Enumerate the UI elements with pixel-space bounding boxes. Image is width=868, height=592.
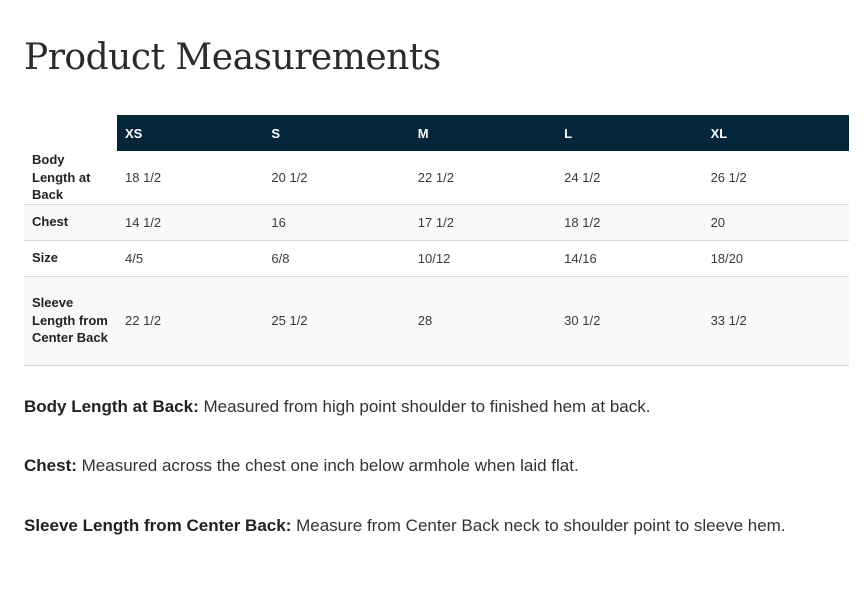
table-cell: 14 1/2 — [117, 204, 263, 240]
column-header-xs: XS — [117, 115, 263, 151]
note-sleeve-length — [24, 513, 824, 539]
table-cell: 18 1/2 — [556, 204, 702, 240]
page-title: Product Measurements — [24, 37, 441, 78]
row-label: Chest — [24, 204, 117, 240]
note-body-length — [24, 394, 824, 420]
note-term: Body Length at Back: — [24, 397, 199, 416]
table-cell: 33 1/2 — [703, 276, 849, 365]
table-cell: 14/16 — [556, 240, 702, 276]
table-cell: 17 1/2 — [410, 204, 556, 240]
table-row — [24, 151, 849, 204]
note-text: Measured across the chest one inch below armhole when laid flat. — [76, 456, 579, 475]
column-header-m: M — [410, 115, 556, 151]
measurements-table — [24, 115, 849, 366]
table-cell: 20 1/2 — [263, 151, 409, 204]
table-cell: 30 1/2 — [556, 276, 702, 365]
table-cell: 22 1/2 — [117, 276, 263, 365]
table-cell: 26 1/2 — [703, 151, 849, 204]
column-header-s: S — [263, 115, 409, 151]
column-header-l: L — [556, 115, 702, 151]
table-corner-cell — [24, 115, 117, 151]
table-row — [24, 204, 849, 240]
table-cell: 6/8 — [263, 240, 409, 276]
table-row — [24, 240, 849, 276]
note-text: Measured from high point shoulder to finished hem at back. — [198, 397, 651, 416]
row-label: Sleeve Length from Center Back — [24, 276, 117, 365]
row-label: Size — [24, 240, 117, 276]
table-header-row — [24, 115, 849, 151]
note-term: Chest: — [24, 456, 77, 475]
table-row — [24, 276, 849, 365]
table-cell: 4/5 — [117, 240, 263, 276]
table-cell: 22 1/2 — [410, 151, 556, 204]
note-text: Measure from Center Back neck to shoulder point to sleeve hem. — [291, 516, 786, 535]
note-term: Sleeve Length from Center Back: — [24, 516, 292, 535]
table-cell: 16 — [263, 204, 409, 240]
table-cell: 28 — [410, 276, 556, 365]
table-cell: 25 1/2 — [263, 276, 409, 365]
table-cell: 24 1/2 — [556, 151, 702, 204]
table-cell: 20 — [703, 204, 849, 240]
table-cell: 10/12 — [410, 240, 556, 276]
column-header-xl: XL — [703, 115, 849, 151]
note-chest — [24, 453, 824, 479]
row-label: Body Length at Back — [24, 151, 117, 204]
table-cell: 18 1/2 — [117, 151, 263, 204]
table-cell: 18/20 — [703, 240, 849, 276]
